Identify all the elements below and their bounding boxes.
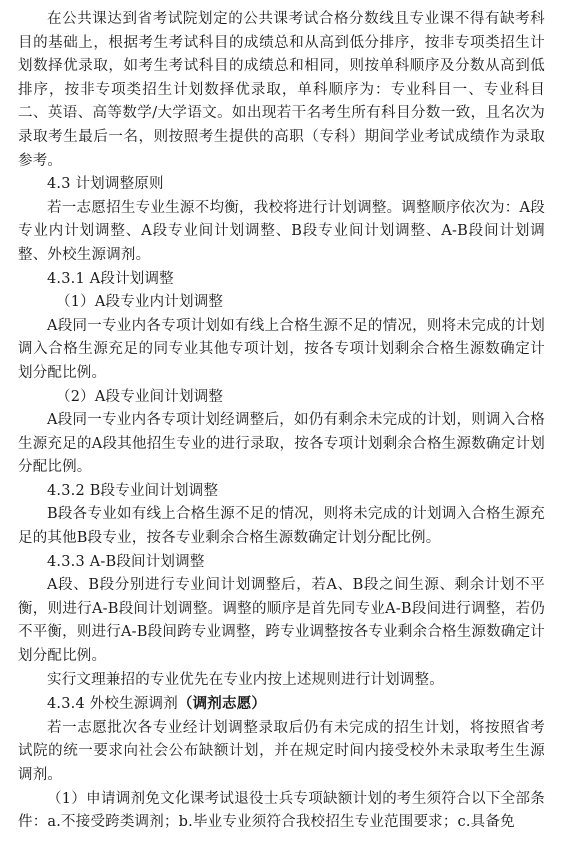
heading-4-3: 4.3 计划调整原则 bbox=[47, 176, 164, 193]
heading-4-3-4-text: 4.3.4 外校生源调剂 bbox=[47, 696, 178, 713]
heading-4-3-4 bbox=[18, 692, 545, 717]
heading-4-3-4-bold-note: （调剂志愿） bbox=[177, 695, 267, 713]
paragraph-ranking-rules: 在公共课达到省考试院划定的公共课考试合格分数线且专业课不得有缺考科目的基础上，根据考生考试科目的成绩总和从高到低分排序，按非专项类招生计划数择优录取，如考生考试科目的成绩总和相同，则按单科顺序及分数从高到低排序，按非专项类招生计划数择优录取，单科顺序为：专业科目一、专业科目二、英语、高等数学/大学语文。如出现若干名考生所有科目分数一致，且名次为录取考生最后一名，则按照考生提供的高职（专科）期间学业考试成绩作为录取参考。 bbox=[18, 11, 545, 169]
paragraph-a-within-major: A段同一专业内各专项计划如有线上合格生源不足的情况，则将未完成的计划调入合格生源充足的同专业其他专项计划，按各专项计划剩余合格生源数确定计划分配比例。 bbox=[18, 317, 545, 381]
paragraph-adjustment-order: 若一志愿招生专业生源不均衡，我校将进行计划调整。调整顺序依次为：A段专业内计划调整、A段专业间计划调整、B段专业间计划调整、A-B段间计划调整、外校生源调剂。 bbox=[18, 199, 545, 263]
subheading-a-between-majors: （2）A段专业间计划调整 bbox=[56, 388, 224, 405]
paragraph-a-b-adjustment: A段、B段分别进行专业间计划调整后，若A、B段之间生源、剩余计划不平衡，则进行A-B段间计划调整。调整的顺序是首先同专业A-B段间进行调整，若仍不平衡，则进行A-B段间跨专业调整，跨专业调整按各专业剩余合格生源数确定计划分配比例。 bbox=[18, 577, 545, 665]
heading-4-3-3: 4.3.3 A-B段间计划调整 bbox=[47, 553, 205, 570]
paragraph-external-transfer: 若一志愿批次各专业经计划调整录取后仍有未完成的招生计划，将按照省考试院的统一要求向社会公布缺额计划，并在规定时间内接受校外未录取考生生源调剂。 bbox=[18, 719, 545, 783]
document-page bbox=[18, 8, 545, 835]
paragraph-arts-science: 实行文理兼招的专业优先在专业内按上述规则进行计划调整。 bbox=[47, 671, 444, 688]
heading-4-3-1: 4.3.1 A段计划调整 bbox=[47, 270, 174, 287]
paragraph-veteran-conditions: （1）申请调剂免文化课考试退役士兵专项缺额计划的考生须符合以下全部条件：a.不接受跨类调剂；b.毕业专业须符合我校招生专业范围要求；c.具备免 bbox=[18, 790, 545, 831]
heading-4-3-2: 4.3.2 B段专业间计划调整 bbox=[47, 482, 219, 499]
subheading-a-within-major: （1）A段专业内计划调整 bbox=[56, 294, 224, 311]
paragraph-b-between-majors: B段各专业如有线上合格生源不足的情况，则将未完成的计划调入合格生源充足的其他B段专业，按各专业剩余合格生源数确定计划分配比例。 bbox=[18, 506, 545, 547]
paragraph-a-between-majors: A段同一专业内各专项计划经调整后，如仍有剩余未完成的计划，则调入合格生源充足的A段其他招生专业的进行录取，按各专项计划剩余合格生源数确定计划分配比例。 bbox=[18, 412, 545, 476]
